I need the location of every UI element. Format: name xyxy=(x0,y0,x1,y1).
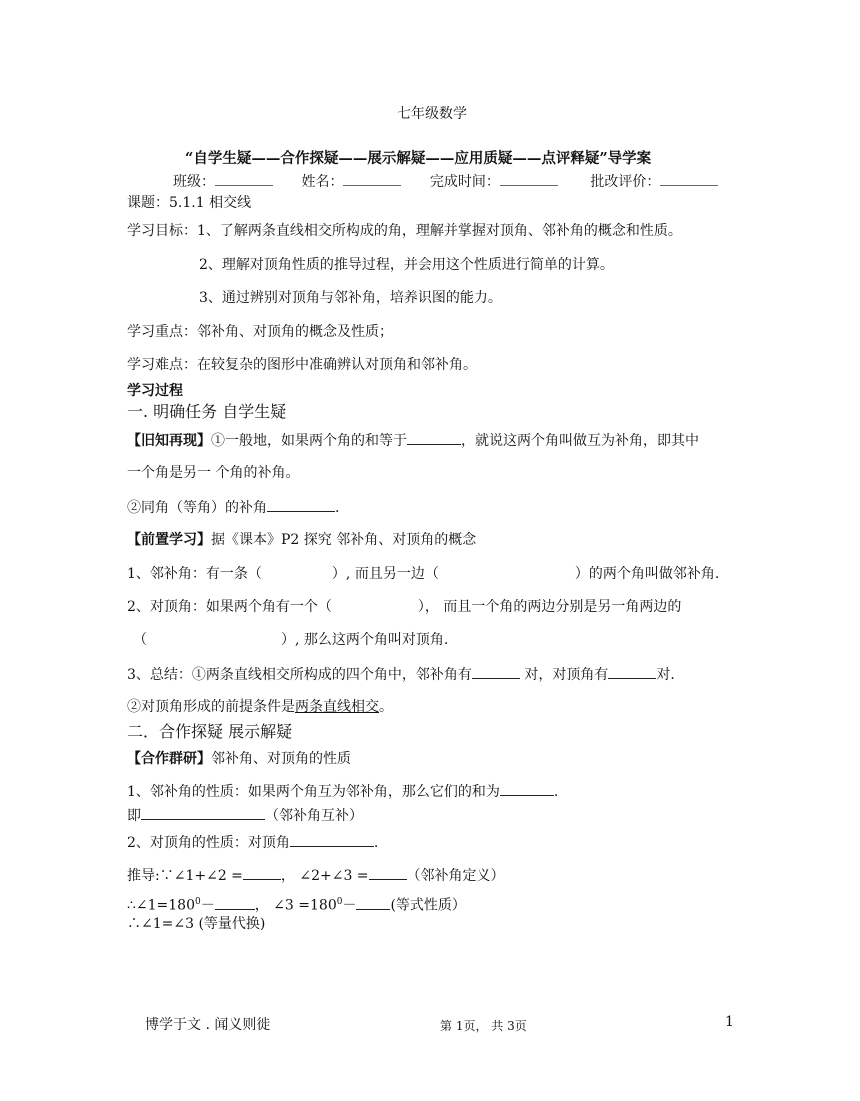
property-2 xyxy=(127,832,378,853)
sum-text-b: 对，对顶角有 xyxy=(519,667,609,683)
footer-page-number: 1 xyxy=(725,1014,734,1030)
prop1-end: . xyxy=(553,784,559,800)
name-field[interactable] xyxy=(343,173,401,186)
vertical-property-blank[interactable] xyxy=(290,832,374,847)
angle-sum-blank-2[interactable] xyxy=(369,865,407,880)
group-text: 邻补角、对顶角的性质 xyxy=(211,751,351,767)
property-1b xyxy=(127,805,363,826)
derive-text-c: （邻补角定义） xyxy=(406,868,505,884)
footer-page-info: 第 1页， 共 3页 xyxy=(440,1019,527,1033)
footer-motto: 博学于文 . 闻义则徙 xyxy=(145,1017,271,1033)
supplement-blank[interactable] xyxy=(267,497,335,512)
therefore1-text-e: (等式性质） xyxy=(390,897,466,914)
premise-text-a: ②对顶角形成的前提条件是 xyxy=(127,699,295,715)
name-label: 姓名： xyxy=(301,174,344,190)
sum-text-c: 对. xyxy=(656,667,675,683)
sum-blank[interactable] xyxy=(407,430,461,445)
prop1b-text-a: 即 xyxy=(127,808,141,824)
vert-text-b: ）， 而且一个角的两边分别是另一角两边的 xyxy=(417,599,682,615)
review-text-d-end: . xyxy=(335,500,340,516)
derivation-line xyxy=(127,865,505,886)
grade-title: 七年级数学 xyxy=(397,106,467,122)
adj-text-c: ）的两个角叫做邻补角. xyxy=(574,566,720,582)
pre-tag: 【前置学习】 xyxy=(127,532,211,548)
review-line-3 xyxy=(127,497,339,518)
topic: 课题：5.1.1 相交线 xyxy=(127,195,252,211)
adjacent-sum-blank[interactable] xyxy=(500,781,554,796)
review-text-b: ，就说这两个角叫做互为补角，即其中 xyxy=(461,433,699,449)
section1-heading: 一. 明确任务 自学生疑 xyxy=(127,402,287,421)
therefore1-text-d: － xyxy=(342,897,357,914)
sum-text-a: 3、总结：①两条直线相交所构成的四个角中，邻补角有 xyxy=(127,667,472,683)
document-title: “自学生疑——合作探疑——展示解疑——应用质疑——点评释疑”导学案 xyxy=(185,150,652,167)
process-title: 学习过程 xyxy=(127,383,183,399)
review-text-a: ①一般地，如果两个角的和等于 xyxy=(211,433,407,449)
therefore1-text-c: ， ∠3 =180 xyxy=(254,897,337,914)
degree-sup-1: 0 xyxy=(195,897,201,907)
angle-2-blank-1[interactable] xyxy=(215,895,255,910)
prop1b-text-b: （邻补角互补） xyxy=(265,808,363,824)
adj-text-b: ）, 而且另一边（ xyxy=(331,566,439,582)
pre-text: 据《课本》P2 探究 邻补角、对顶角的概念 xyxy=(211,532,477,548)
vert-text-c: （ xyxy=(133,632,147,648)
expression-blank[interactable] xyxy=(141,805,265,820)
goal-3: 3、通过辨别对顶角与邻补角，培养识图的能力。 xyxy=(199,290,502,306)
group-study xyxy=(127,749,351,769)
adj-text-a: 1、邻补角：有一条（ xyxy=(127,566,262,582)
review-text-d: ②同角（等角）的补角 xyxy=(127,500,267,516)
property-1 xyxy=(127,781,558,802)
premise-line xyxy=(127,697,393,717)
key-point: 学习重点：邻补角、对顶角的概念及性质； xyxy=(127,324,393,340)
angle-2-blank-2[interactable] xyxy=(356,895,390,910)
summary-line xyxy=(127,664,675,685)
time-field[interactable] xyxy=(500,173,558,186)
info-row xyxy=(173,172,718,192)
angle-sum-blank-1[interactable] xyxy=(243,865,281,880)
adjacent-count-blank[interactable] xyxy=(472,664,520,679)
review-field[interactable] xyxy=(660,173,718,186)
review-label: 批改评价： xyxy=(590,174,661,190)
therefore-line-1 xyxy=(127,892,466,916)
degree-sup-2: 0 xyxy=(336,897,343,907)
prop2-text: 2、对顶角的性质：对顶角 xyxy=(127,835,290,851)
derive-text-b: ， ∠2+∠3 = xyxy=(280,868,369,884)
pre-learning xyxy=(127,530,476,550)
review-tag: 【旧知再现】 xyxy=(127,433,211,449)
group-tag: 【合作群研】 xyxy=(127,751,211,767)
vertical-definition-2 xyxy=(133,630,448,650)
premise-text-b: 。 xyxy=(379,699,393,715)
vertical-count-blank[interactable] xyxy=(608,664,656,679)
prop1-text: 1、邻补角的性质：如果两个角互为邻补角，那么它们的和为 xyxy=(127,784,500,800)
vertical-definition xyxy=(127,597,681,617)
therefore-line-2: ∴∠1=∠3 (等量代换) xyxy=(127,916,266,932)
derive-text-a: 推导:∵∠1+∠2 = xyxy=(127,868,243,884)
vert-text-d: ）, 那么这两个角叫对顶角. xyxy=(281,632,449,648)
review-line-2: 一个角是另一 个角的补角。 xyxy=(127,465,300,481)
prop2-end: . xyxy=(373,835,379,851)
time-label: 完成时间： xyxy=(429,174,500,190)
goal-2: 2、理解对顶角性质的推导过程，并会用这个性质进行简单的计算。 xyxy=(199,257,614,273)
adjacent-definition xyxy=(127,564,719,584)
class-field[interactable] xyxy=(215,173,273,186)
goal-1: 学习目标：1、了解两条直线相交所构成的角，理解并掌握对顶角、邻补角的概念和性质。 xyxy=(127,223,682,239)
difficulty: 学习难点：在较复杂的图形中准确辨认对顶角和邻补角。 xyxy=(127,357,477,373)
therefore1-text-b: － xyxy=(200,897,215,914)
premise-underlined: 两条直线相交 xyxy=(295,699,379,715)
vert-text-a: 2、对顶角：如果两个角有一个（ xyxy=(127,599,332,615)
section2-heading: 二．合作探疑 展示解疑 xyxy=(127,722,293,741)
therefore1-text-a: ∴∠1=180 xyxy=(127,897,195,914)
class-label: 班级： xyxy=(173,174,215,190)
review-line-1 xyxy=(127,430,699,451)
